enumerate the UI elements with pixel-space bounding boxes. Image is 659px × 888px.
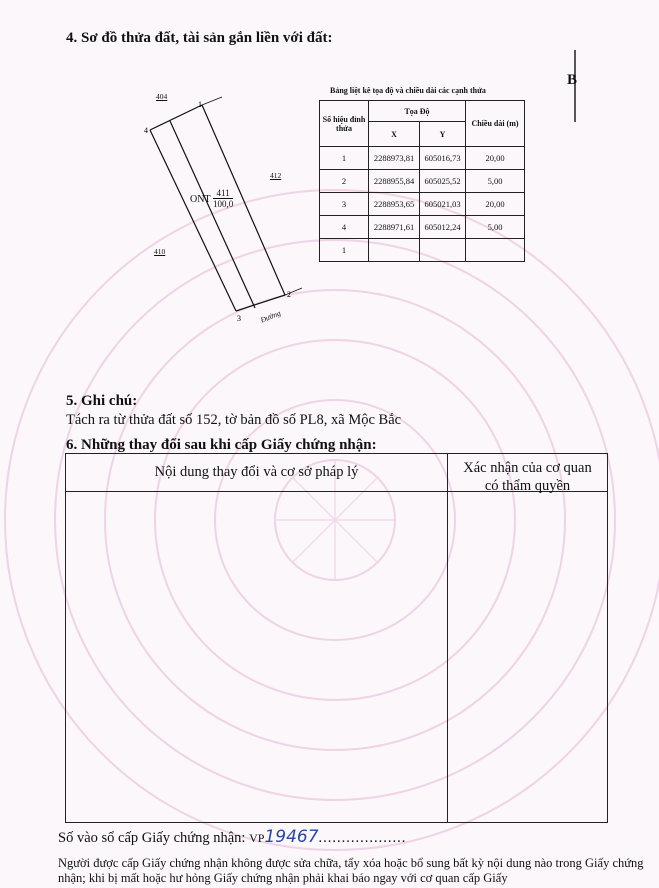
land-type-label: ONT <box>190 194 211 205</box>
cell-y: 605016,73 <box>420 147 466 170</box>
cell-x: 2288973,81 <box>369 147 420 170</box>
changes-column-header: Nội dung thay đổi và cơ sở pháp lý <box>154 464 359 480</box>
registry-number: 19467 <box>264 827 319 847</box>
header-length: Chiều dài (m) <box>466 101 525 147</box>
parcel-label-left: 410 <box>154 247 166 256</box>
parcel-area: 100,0 <box>213 199 234 209</box>
cell-length: 5,00 <box>466 170 525 193</box>
warning-text: Người được cấp Giấy chứng nhận không được sửa chữa, tẩy xóa hoặc bổ sung bất kỳ nội dung nào trong Giấy chứng nhận; khi bị mất hoặc hư hỏng Giấy chứng nhận phải khai báo ngay với cơ quan cấp Giấy <box>58 856 644 885</box>
table-row <box>320 170 525 193</box>
coordinate-table <box>319 100 525 262</box>
coord-table-title: Bảng liệt kê tọa độ và chiều dài các cạnh thửa <box>330 86 486 95</box>
parcel-label-right: 412 <box>270 171 282 180</box>
confirmation-header-line1: Xác nhận của cơ quan <box>463 460 592 476</box>
cell-point: 1 <box>320 239 369 262</box>
cell-y: 605025,52 <box>420 170 466 193</box>
section-4-title: 4. Sơ đồ thửa đất, tài sản gắn liền với đất: <box>66 30 333 46</box>
table-row <box>320 239 525 262</box>
north-arrow-icon <box>569 48 581 124</box>
changes-table <box>65 453 608 823</box>
registry-line <box>58 827 406 847</box>
cell-length: 20,00 <box>466 193 525 216</box>
parcel-fraction <box>213 188 233 209</box>
vertex-label-1: 1 <box>198 100 202 109</box>
section-5-title: 5. Ghi chú: <box>66 393 138 409</box>
column-divider <box>447 454 448 822</box>
vertex-label-3: 3 <box>237 314 241 323</box>
parcel-number: 411 <box>213 188 233 199</box>
cell-length <box>466 239 525 262</box>
cell-x: 2288971,61 <box>369 216 420 239</box>
table-row <box>320 216 525 239</box>
parcel-sketch <box>130 85 310 335</box>
cell-y: 605012,24 <box>420 216 466 239</box>
confirmation-header-line2: có thẩm quyền <box>484 478 571 494</box>
cell-x: 2288955,84 <box>369 170 420 193</box>
table-row <box>320 147 525 170</box>
north-arrow-label: B <box>567 72 578 88</box>
header-x: X <box>369 122 420 147</box>
parcel-label-top: 404 <box>156 92 168 101</box>
header-point: Số hiệu đỉnh thửa <box>320 101 369 147</box>
vertex-label-4: 4 <box>144 126 148 135</box>
section-5-note: Tách ra từ thửa đất số 152, tờ bản đồ số PL8, xã Mộc Bắc <box>66 412 402 428</box>
cell-x <box>369 239 420 262</box>
cell-y <box>420 239 466 262</box>
section-6-title: 6. Những thay đổi sau khi cấp Giấy chứng nhận: <box>66 437 377 453</box>
cell-point: 1 <box>320 147 369 170</box>
registry-label: Số vào sổ cấp Giấy chứng nhận: <box>58 830 246 846</box>
cell-length: 5,00 <box>466 216 525 239</box>
road-label: Đường <box>259 308 282 325</box>
table-row <box>320 193 525 216</box>
header-y: Y <box>420 122 466 147</box>
cell-point: 2 <box>320 170 369 193</box>
cell-y: 605021,03 <box>420 193 466 216</box>
registry-dots: ................... <box>318 830 407 846</box>
vertex-label-2: 2 <box>287 290 291 299</box>
header-coord: Tọa Độ <box>369 101 466 122</box>
cell-point: 3 <box>320 193 369 216</box>
registry-prefix: VP <box>249 831 265 845</box>
cell-point: 4 <box>320 216 369 239</box>
cell-x: 2288953,65 <box>369 193 420 216</box>
cell-length: 20,00 <box>466 147 525 170</box>
confirmation-column-header <box>448 459 607 495</box>
